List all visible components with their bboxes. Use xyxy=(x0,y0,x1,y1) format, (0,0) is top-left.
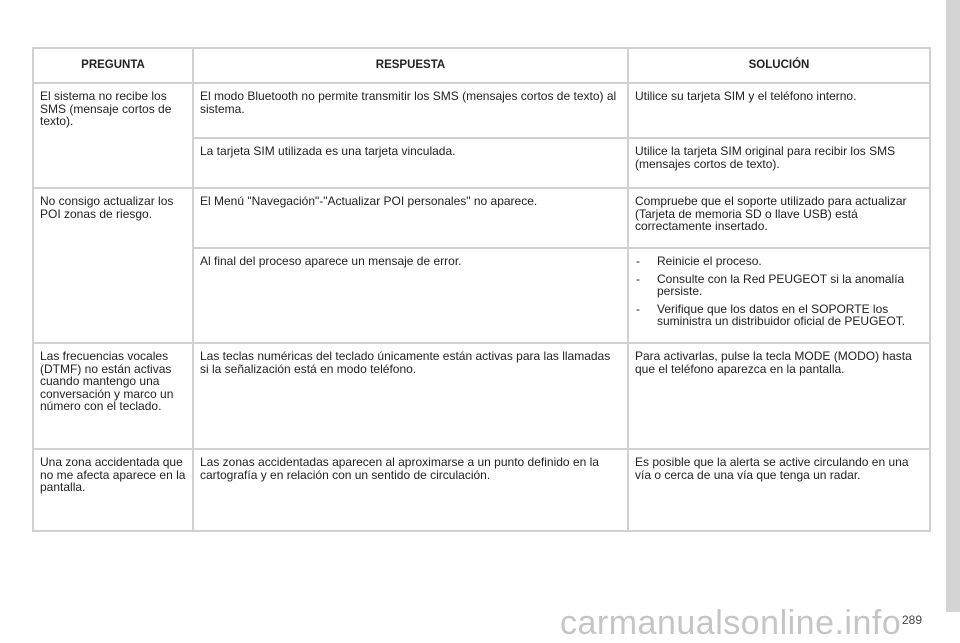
solution-cell: Para activarlas, pulse la tecla MODE (MODO) hasta que el teléfono aparezca en la pantalla. xyxy=(628,343,930,449)
page-number: 289 xyxy=(902,613,923,627)
header-respuesta: RESPUESTA xyxy=(193,48,628,83)
table-row xyxy=(33,188,930,248)
solution-cell: Utilice la tarjeta SIM original para recibir los SMS (mensajes cortos de texto). xyxy=(628,138,930,188)
table-row xyxy=(33,83,930,138)
solution-cell xyxy=(628,248,930,343)
solution-list-item: - Consulte con la Red PEUGEOT si la anomalía persiste. xyxy=(635,273,923,298)
question-cell: No consigo actualizar los POI zonas de riesgo. xyxy=(33,188,193,343)
header-pregunta: PREGUNTA xyxy=(33,48,193,83)
header-solucion: SOLUCIÓN xyxy=(628,48,930,83)
answer-cell: El Menú "Navegación"-"Actualizar POI personales" no aparece. xyxy=(193,188,628,248)
table-header xyxy=(33,48,930,83)
solution-cell: Es posible que la alerta se active circulando en una vía o cerca de una vía que tenga un radar. xyxy=(628,449,930,531)
answer-cell: La tarjeta SIM utilizada es una tarjeta vinculada. xyxy=(193,138,628,188)
question-cell: El sistema no recibe los SMS (mensaje cortos de texto). xyxy=(33,83,193,188)
question-cell: Una zona accidentada que no me afecta aparece en la pantalla. xyxy=(33,449,193,531)
answer-cell: Las zonas accidentadas aparecen al aproximarse a un punto definido en la cartografía y en relación con un sentido de circulación. xyxy=(193,449,628,531)
table-row xyxy=(33,343,930,449)
solution-cell: Compruebe que el soporte utilizado para actualizar (Tarjeta de memoria SD o llave USB) está correctamente insertado. xyxy=(628,188,930,248)
answer-cell: El modo Bluetooth no permite transmitir los SMS (mensajes cortos de texto) al sistema. xyxy=(193,83,628,138)
watermark: carmanualsonline.info xyxy=(560,604,902,642)
solution-cell: Utilice su tarjeta SIM y el teléfono interno. xyxy=(628,83,930,138)
troubleshooting-table xyxy=(32,47,931,532)
answer-cell: Las teclas numéricas del teclado únicamente están activas para las llamadas si la señalización está en modo teléfono. xyxy=(193,343,628,449)
side-tab-bar xyxy=(946,0,960,612)
question-cell: Las frecuencias vocales (DTMF) no están activas cuando mantengo una conversación y marco un número con el teclado. xyxy=(33,343,193,449)
table-row xyxy=(33,449,930,531)
answer-cell: Al final del proceso aparece un mensaje de error. xyxy=(193,248,628,343)
solution-list-item: - Reinicie el proceso. xyxy=(635,255,923,268)
solution-list xyxy=(635,255,923,328)
solution-list-item: - Verifique que los datos en el SOPORTE los suministra un distribuidor oficial de PEUGEOT. xyxy=(635,303,923,328)
